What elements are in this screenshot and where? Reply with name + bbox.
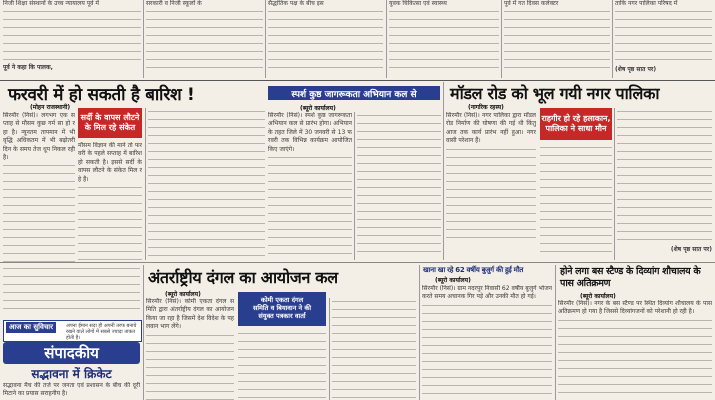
editorial-body: सद्भावना मैच की तर्ज पर जनता एवं प्रशासन के बीच की दूरी मिटाने का प्रयास सराहनीय है।: [3, 382, 140, 398]
dangal-col-2: [238, 330, 326, 400]
editorial-subtitle: सद्भावना में क्रिकेट: [31, 367, 112, 381]
rain-red-banner: [78, 108, 142, 138]
top-text-5: पूर्व में गत दिवस कलेक्टर: [504, 0, 559, 7]
top-text-2: सरकारी व निजी स्कूलों के: [146, 0, 202, 7]
rain-banner-line-1: सर्दी के वापस लौटने: [80, 113, 140, 123]
top-col-1: [3, 0, 141, 76]
road-col-1: [446, 112, 536, 260]
editorial-title: संपादकीय: [3, 342, 140, 364]
top-col-3: [268, 0, 383, 76]
rain-col-2: [78, 142, 142, 262]
top-col-5: [504, 0, 610, 76]
top-text-6-end: (शेष पृष्ठ सात पर): [615, 66, 657, 74]
road-col-2: [540, 144, 612, 260]
bus-col: [558, 300, 712, 400]
road-dateline: (नागरिक रहस्य): [468, 104, 504, 111]
top-text-1: निजी शिक्षा संस्थानों के उच्च न्यायालय पूर्व में: [3, 0, 99, 7]
sparsh-banner: स्पर्श कुष्ठ जागरूकता अभियान कल से: [268, 86, 440, 100]
road-red-box: [540, 108, 612, 140]
rain-col-3: [148, 108, 265, 260]
rain-banner-line-2: के मिल रहे संकेत: [84, 123, 136, 132]
dangal-body: सिरमौर (निसं)। कोमी एकता दंगल समिति द्वारा अंतर्राष्ट्रीय दंगल का आयोजन किया जा रहा है जिसमें देश विदेश के पहलवान भाग लेंगे।: [146, 298, 234, 331]
top-text-1-end: पूर्व ने कहा कि पालक,: [3, 64, 53, 72]
top-col-2: [146, 0, 263, 76]
top-col-6: [615, 0, 712, 76]
top-text-6: ताकि नगर पालिका परिषद में: [615, 0, 678, 7]
dangal-col-1: [146, 298, 234, 400]
death-col: [422, 285, 552, 400]
bus-body: सिरमौर (निसं)। नगर के बस स्टैण्ड पर स्थित दिव्यांग शौचालय के पास अतिक्रमण हो गया है जिससे दिव्यांगजनों को परेशानी हो रही है।: [558, 300, 712, 316]
sparsh-body: सिरमौर (निसं)। स्पर्श कुष्ठ जागरूकता अभियान कल से प्रारंभ होगा। अभियान के तहत जिले में 30 जनवरी से 13 फरवरी तक विभिन्न कार्यक्रम आयोजित किए जाएंगे।: [268, 112, 352, 153]
bus-headline: होने लगा बस स्टैण्ड के दिव्यांग शौचालय के पास अतिक्रमण: [560, 266, 701, 289]
dangal-col-3: [332, 298, 416, 400]
road-col-3: [617, 108, 712, 260]
dangal-dateline: (ब्यूरो कार्यालय): [165, 291, 201, 298]
rain-col-1: [3, 112, 75, 262]
rain-body-a: सिरमौर (निसं)। लगभग एक सप्ताह से मौसम कुछ गर्म सा हो रहा है। न्यूनतम तापमान में भी वृद्धि अधिकतम में भी बढ़ोतरी दिन के समय तेज धूप निकल रही है।: [3, 112, 75, 162]
dangal-box-line-3: संयुक्त पत्रकार वार्ता: [258, 311, 306, 320]
dangal-blue-box: [238, 292, 326, 326]
suvichar-label: आज का सुविचार: [6, 322, 56, 333]
rain-dateline: (मोहन राजस्थानी): [30, 104, 71, 111]
left-bottom-text: [3, 265, 140, 317]
road-box-line-2: पालिका ने साधा मौन: [545, 124, 607, 133]
top-text-3: सैद्धांतिक पक्ष के बीच इस: [268, 0, 324, 7]
death-dateline: (ब्यूरो कार्यालय): [435, 277, 471, 284]
road-body: सिरमौर (निसं)। नगर पालिका द्वारा मॉडल रोड निर्माण की घोषणा की गई थी किंतु आज तक कार्य प्रारंभ नहीं हुआ। नगरवासी परेशान हैं।: [446, 112, 536, 145]
death-body: सिरमौर (निसं)। ग्राम नदरपुर निवासी 62 वर्षीय बुजुर्ग भोजन करते समय अचानक गिर पड़े और उनकी मौत हो गई।: [422, 285, 552, 301]
top-text-4: युवक चिकित्सा एवं स्वास्थ्य: [389, 0, 447, 7]
death-headline: खाना खा रहे 62 वर्षीय बुजुर्ग की हुई मौत: [423, 266, 524, 274]
road-headline: मॉडल रोड को भूल गयी नगर पालिका: [450, 84, 660, 103]
sparsh-dateline: (ब्यूरो कार्यालय): [300, 105, 336, 112]
road-continued: (शेष पृष्ठ सात पर): [670, 246, 712, 253]
rain-headline: फरवरी में हो सकती है बारिश !: [8, 85, 195, 105]
top-col-4: [389, 0, 499, 76]
suvichar-text: अपना ईमान सदा ही अपनी तरफ बनाये रखने वाले लोगों में सबसे ज्यादा ताकत होती है।: [66, 323, 137, 341]
dangal-box-line-1: कोमी एकता दंगल: [260, 296, 304, 305]
rain-body-b: मौसम विज्ञान की माने तो फरवरी के पहले सप्ताह में बारिश हो सकती है। इससे सर्दी के वापस लौटने के संकेत मिल रहे हैं।: [78, 142, 142, 183]
dangal-headline: अंतर्राष्ट्रीय दंगल का आयोजन कल: [148, 268, 338, 287]
sparsh-col-1: [268, 112, 352, 260]
sparsh-col-2: [357, 112, 441, 260]
editorial-body-col: [3, 382, 140, 400]
road-box-line-1: राहगीर हो रहे हलाकान,: [541, 114, 611, 124]
dangal-box-line-2: समिति व बियावान ने की: [252, 304, 312, 313]
bus-dateline: (ब्यूरो कार्यालय): [580, 293, 616, 300]
